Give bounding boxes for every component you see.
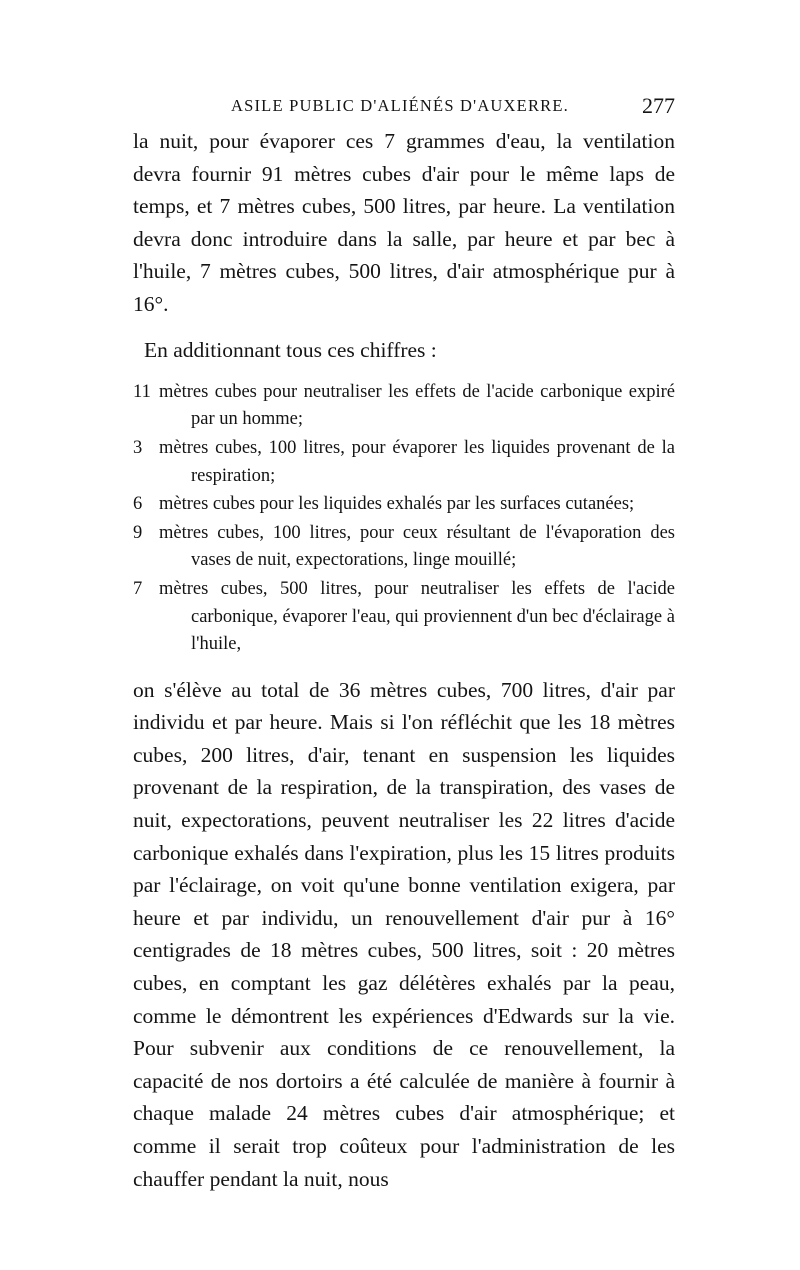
list-item-text: mètres cubes, 500 litres, pour neutraliser les effets de l'acide carbonique, évaporer l'eau, qui proviennent d'un bec d'éclairage à l'huile,: [159, 579, 675, 654]
conclusion-paragraph: on s'élève au total de 36 mètres cubes, 700 litres, d'air par individu et par heure. Mais si l'on réfléchit que les 18 mètres cubes, 200 litres, d'air, tenant en suspension les liquides provenant de la respiration, de la transpiration, des vases de nuit, expectorations, peuvent neutraliser les 22 litres d'acide carbonique exhalés dans l'expiration, plus les 15 litres produits par l'éclairage, on voit qu'une bonne ventilation exigera, par heure et par individu, un renouvellement d'air pur à 16° centigrades de 18 mètres cubes, 500 litres, soit : 20 mètres cubes, en comptant les gaz délétères exhalés par la peau, comme le démontrent les expériences d'Edwards sur la vie. Pour subvenir aux conditions de ce renouvellement, la capacité de nos dortoirs a été calculée de manière à fournir à chaque malade 24 mètres cubes d'air atmosphérique; et comme il serait trop coûteux pour l'administration de les chauffer pendant la nuit, nous: [133, 677, 675, 1191]
running-title: ASILE PUBLIC D'ALIÉNÉS D'AUXERRE.: [231, 96, 569, 115]
lead-paragraph: En additionnant tous ces chiffres :: [144, 337, 437, 362]
list-item-text: mètres cubes, 100 litres, pour ceux résultant de l'évaporation des vases de nuit, expectorations, linge mouillé;: [159, 523, 675, 571]
list-item-text: mètres cubes pour les liquides exhalés par les surfaces cutanées;: [159, 494, 635, 515]
list-item: [133, 520, 675, 575]
list-item-number: 11: [133, 382, 151, 403]
list-item: [133, 491, 675, 518]
list-item: [133, 435, 675, 490]
page-header: [133, 93, 675, 120]
list-item: [133, 379, 675, 434]
list-item-number: 7: [133, 579, 143, 600]
page-number: 277: [642, 93, 675, 118]
page-body: [133, 125, 675, 1195]
figures-list: [133, 379, 675, 658]
list-item-text: mètres cubes, 100 litres, pour évaporer les liquides provenant de la respiration;: [159, 438, 675, 486]
intro-paragraph: la nuit, pour évaporer ces 7 grammes d'eau, la ventilation devra fournir 91 mètres cubes d'air pour le même laps de temps, et 7 mètres cubes, 500 litres, par heure. La ventilation devra donc introduire dans la salle, par heure et par bec à l'huile, 7 mètres cubes, 500 litres, d'air atmosphérique pur à 16°.: [133, 129, 675, 316]
list-item-number: 6: [133, 494, 143, 515]
list-item: [133, 576, 675, 658]
list-item-number: 3: [133, 438, 143, 459]
list-item-text: mètres cubes pour neutraliser les effets de l'acide carbonique expiré par un homme;: [159, 382, 675, 430]
list-item-number: 9: [133, 523, 143, 544]
